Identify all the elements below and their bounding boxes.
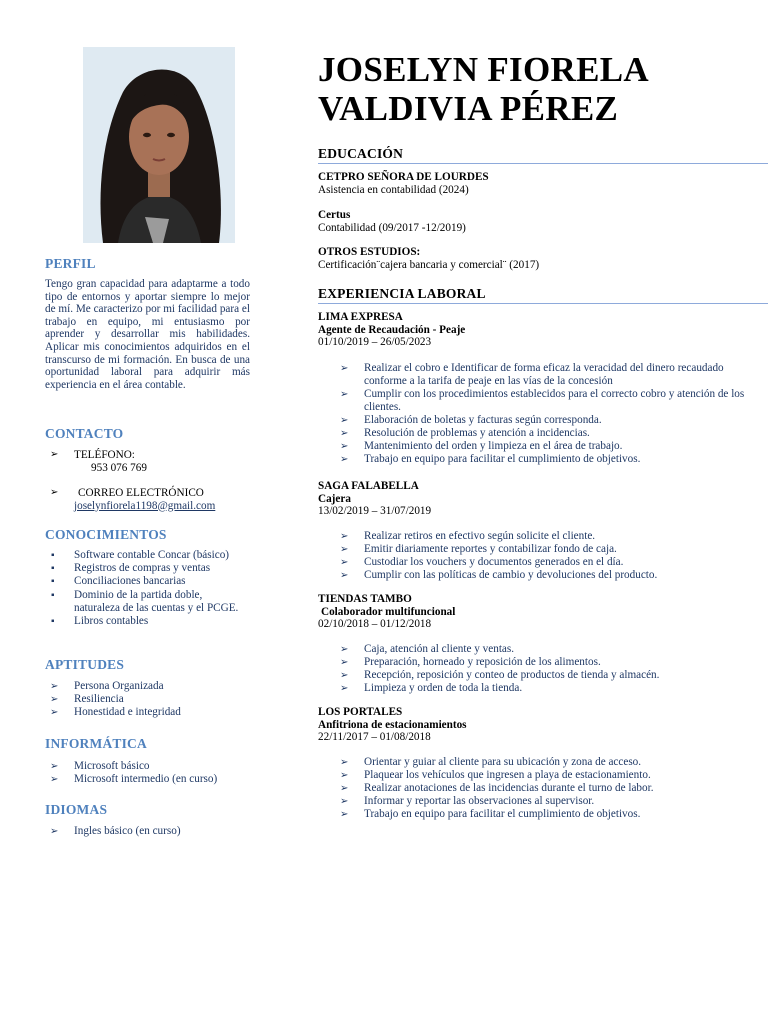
- education-detail: Contabilidad (09/2017 -12/2019): [318, 221, 466, 234]
- job-header: [318, 593, 768, 631]
- portrait-image: [83, 47, 235, 243]
- arrow-bullet-icon: ➢: [340, 441, 349, 452]
- education-school: OTROS ESTUDIOS:: [318, 246, 421, 258]
- job-duty-item: [318, 682, 762, 695]
- job-header: [318, 311, 768, 349]
- list-item-text: Conciliaciones bancarias: [74, 575, 186, 588]
- list-item-text: Libros contables: [74, 615, 149, 628]
- job-duty-item: [318, 543, 762, 556]
- arrow-bullet-icon: ➢: [340, 544, 349, 555]
- arrow-bullet-icon: ➢: [50, 487, 59, 498]
- job-role: Colaborador multifuncional: [321, 605, 456, 618]
- list-item-text: Preparación, horneado y reposición de los alimentos.: [364, 656, 601, 668]
- job-company: SAGA FALABELLA: [318, 480, 419, 492]
- aptitudes-heading: APTITUDES: [45, 657, 125, 672]
- job-duty-item: [318, 808, 762, 821]
- arrow-bullet-icon: ➢: [50, 826, 59, 837]
- idiomas-heading: IDIOMAS: [45, 802, 108, 817]
- list-item-text: Mantenimiento del orden y limpieza en el área de trabajo.: [364, 440, 623, 452]
- education-school: Certus: [318, 209, 351, 221]
- list-item-text: Orientar y guiar al cliente para su ubicación y zona de acceso.: [364, 756, 642, 768]
- job-duty-item: [318, 756, 762, 769]
- arrow-bullet-icon: ➢: [340, 363, 349, 374]
- job-duty-item: [318, 427, 762, 440]
- informatica-item: [45, 760, 250, 773]
- profile-photo: [83, 47, 235, 243]
- job-duty-item: [318, 795, 762, 808]
- perfil-heading: PERFIL: [45, 256, 96, 271]
- job-role: Anfitriona de estacionamientos: [318, 718, 467, 731]
- aptitud-item: [45, 693, 250, 706]
- list-item-text: Resolución de problemas y atención a incidencias.: [364, 427, 590, 439]
- email-item: [45, 487, 250, 512]
- job-duties-list: [318, 643, 762, 695]
- education-school: CETPRO SEÑORA DE LOURDES: [318, 171, 489, 183]
- list-item-text: Plaquear los vehículos que ingresen a playa de estacionamiento.: [364, 769, 651, 781]
- job-role: Cajera: [318, 492, 351, 505]
- conocimiento-item: [45, 549, 250, 562]
- informatica-item: [45, 773, 250, 786]
- email-link[interactable]: joselynfiorela1198@gmail.com: [74, 499, 216, 512]
- list-item-text: Microsoft básico: [74, 760, 150, 772]
- job-company: LIMA EXPRESA: [318, 311, 403, 323]
- dot-bullet-icon: ▪: [51, 576, 55, 588]
- arrow-bullet-icon: ➢: [50, 681, 59, 692]
- job-duty-item: [318, 569, 762, 582]
- dot-bullet-icon: ▪: [51, 550, 55, 561]
- aptitud-item: [45, 680, 250, 693]
- informatica-heading: INFORMÁTICA: [45, 736, 147, 751]
- contacto-heading: CONTACTO: [45, 426, 124, 441]
- list-item-text: Resiliencia: [74, 693, 124, 706]
- arrow-bullet-icon: ➢: [50, 694, 59, 706]
- list-item-text: Realizar el cobro e Identificar de forma eficaz la veracidad del dinero recaudado conforme a la tarifa de peaje en las vías de la concesión: [364, 362, 724, 387]
- job-duty-item: [318, 769, 762, 782]
- list-item-text: Honestidad e integridad: [74, 706, 181, 719]
- education-entry: [318, 171, 768, 196]
- conocimiento-item: [45, 562, 250, 575]
- arrow-bullet-icon: ➢: [50, 761, 59, 772]
- conocimientos-heading: CONOCIMIENTOS: [45, 527, 167, 542]
- list-item-text: Realizar retiros en efectivo según solicite el cliente.: [364, 530, 596, 542]
- job-duties-list: [318, 530, 762, 582]
- job-duty-item: [318, 440, 762, 453]
- arrow-bullet-icon: ➢: [340, 757, 349, 768]
- arrow-bullet-icon: ➢: [340, 389, 349, 400]
- experiencia-heading: EXPERIENCIA LABORAL: [318, 286, 768, 304]
- arrow-bullet-icon: ➢: [340, 557, 349, 568]
- job-duty-item: [318, 556, 762, 569]
- list-item-text: Limpieza y orden de toda la tienda.: [364, 682, 523, 694]
- job-duty-item: [318, 453, 762, 466]
- education-detail: Asistencia en contabilidad (2024): [318, 183, 469, 196]
- list-item-text: Registros de compras y ventas: [74, 562, 211, 575]
- list-item-text: Microsoft intermedio (en curso): [74, 773, 218, 786]
- arrow-bullet-icon: ➢: [340, 428, 349, 439]
- job-duty-item: [318, 656, 762, 669]
- arrow-bullet-icon: ➢: [340, 770, 349, 781]
- list-item-text: Informar y reportar las observaciones al supervisor.: [364, 795, 595, 807]
- arrow-bullet-icon: ➢: [50, 449, 59, 460]
- list-item-text: Realizar anotaciones de las incidencias durante el turno de labor.: [364, 782, 654, 794]
- list-item-text: Dominio de la partida doble, naturaleza de las cuentas y el PCGE.: [74, 588, 239, 614]
- dot-bullet-icon: ▪: [51, 616, 55, 628]
- job-duty-item: [318, 362, 762, 388]
- conocimiento-item: [45, 575, 250, 588]
- arrow-bullet-icon: ➢: [340, 783, 349, 794]
- list-item-text: Emitir diariamente reportes y contabilizar fondo de caja.: [364, 543, 617, 555]
- job-dates: 13/02/2019 – 31/07/2019: [318, 505, 432, 518]
- job-company: TIENDAS TAMBO: [318, 593, 412, 605]
- arrow-bullet-icon: ➢: [340, 454, 349, 465]
- aptitud-item: [45, 706, 250, 719]
- name-line-1: JOSELYN FIORELA: [318, 50, 649, 89]
- education-detail: Certificación¨cajera bancaria y comercial¨ (2017): [318, 258, 540, 271]
- list-item-text: Software contable Concar (básico): [74, 549, 230, 561]
- education-entry: [318, 246, 768, 271]
- dot-bullet-icon: ▪: [51, 589, 55, 601]
- arrow-bullet-icon: ➢: [340, 570, 349, 581]
- job-duty-item: [318, 414, 762, 427]
- job-company: LOS PORTALES: [318, 706, 403, 718]
- arrow-bullet-icon: ➢: [340, 531, 349, 542]
- job-duty-item: [318, 388, 762, 414]
- list-item-text: Cumplir con las políticas de cambio y devoluciones del producto.: [364, 569, 658, 581]
- arrow-bullet-icon: ➢: [340, 796, 349, 807]
- job-duty-item: [318, 530, 762, 543]
- job-dates: 01/10/2019 – 26/05/2023: [318, 336, 432, 349]
- name-line-2: VALDIVIA PÉREZ: [318, 89, 619, 128]
- arrow-bullet-icon: ➢: [340, 644, 349, 655]
- job-role: Agente de Recaudación - Peaje: [318, 323, 466, 336]
- list-item-text: Ingles básico (en curso): [74, 825, 181, 837]
- idioma-item: [45, 825, 250, 838]
- job-duties-list: [318, 756, 762, 821]
- conocimiento-item: [45, 615, 250, 628]
- job-duty-item: [318, 643, 762, 656]
- arrow-bullet-icon: ➢: [340, 809, 349, 820]
- job-dates: 22/11/2017 – 01/08/2018: [318, 731, 431, 744]
- conocimiento-item: [45, 589, 250, 615]
- list-item-text: Custodiar los vouchers y documentos generados en el día.: [364, 556, 624, 568]
- job-header: [318, 706, 768, 744]
- job-dates: 02/10/2018 – 01/12/2018: [318, 618, 432, 631]
- informatica-list: [45, 760, 250, 786]
- list-item-text: Caja, atención al cliente y ventas.: [364, 643, 515, 655]
- dot-bullet-icon: ▪: [51, 563, 55, 575]
- conocimientos-list: [45, 549, 250, 628]
- job-duty-item: [318, 782, 762, 795]
- aptitudes-list: [45, 680, 250, 720]
- education-entry: [318, 209, 768, 234]
- phone-number: 953 076 769: [91, 461, 147, 474]
- job-header: [318, 480, 768, 518]
- phone-item: [45, 449, 250, 474]
- list-item-text: Elaboración de boletas y facturas según corresponda.: [364, 414, 602, 426]
- perfil-text: Tengo gran capacidad para adaptarme a todo tipo de entornos y aportar siempre lo mejor de mí. Me caracterizo por mi facilidad para el trabajo en equipo, mi entusiasmo por aprender y desarrollar mis habilidades. Aplicar mis conocimientos adquiridos en el transcurso de mi formación. En busca de una oportunidad laboral para adquirir más experiencia en el área contable.: [45, 278, 250, 391]
- candidate-name: [318, 50, 758, 128]
- list-item-text: Trabajo en equipo para facilitar el cumplimiento de objetivos.: [364, 453, 641, 465]
- educacion-heading: EDUCACIÓN: [318, 146, 768, 164]
- job-duty-item: [318, 669, 762, 682]
- arrow-bullet-icon: ➢: [50, 774, 59, 786]
- arrow-bullet-icon: ➢: [50, 707, 59, 719]
- list-item-text: Cumplir con los procedimientos establecidos para el correcto cobro y atención de los clientes.: [364, 388, 745, 413]
- arrow-bullet-icon: ➢: [340, 415, 349, 426]
- list-item-text: Recepción, reposición y conteo de productos de tienda y almacén.: [364, 669, 660, 681]
- arrow-bullet-icon: ➢: [340, 670, 349, 681]
- list-item-text: Trabajo en equipo para facilitar el cumplimiento de objetivos.: [364, 808, 641, 820]
- phone-label: TELÉFONO:: [74, 449, 135, 461]
- list-item-text: Persona Organizada: [74, 680, 164, 692]
- arrow-bullet-icon: ➢: [340, 683, 349, 694]
- arrow-bullet-icon: ➢: [340, 657, 349, 668]
- email-label: CORREO ELECTRÓNICO: [78, 487, 204, 499]
- job-duties-list: [318, 362, 762, 466]
- idiomas-list: [45, 825, 250, 838]
